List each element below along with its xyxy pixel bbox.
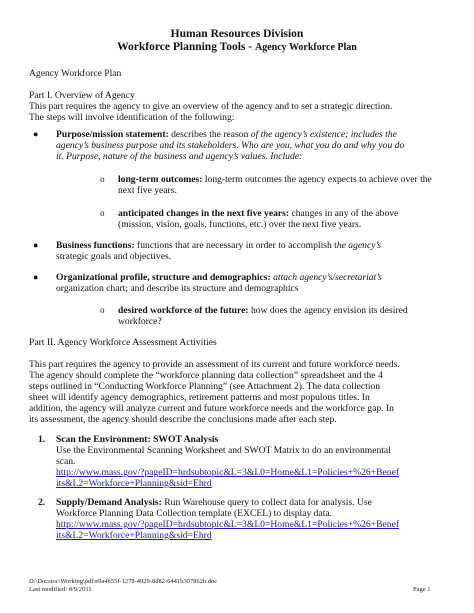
item2-number: 2. [38, 497, 46, 508]
item1-link-line2[interactable]: its&L2=Workforce+Planning&sid=Ehrd [56, 478, 212, 489]
sub2-label: anticipated changes in the next five years: [118, 208, 290, 219]
business-text: functions that are necessary in order to accomplish t [134, 240, 337, 251]
item1-link-line1[interactable]: http://www.mass.gov/?pageID=hrdsubtopic&L=3&L0=Home&L1=Policies+%26+Benef [56, 467, 400, 478]
item1-number: 1. [38, 434, 46, 445]
sub1-label: long-term outcomes: [118, 174, 203, 185]
purpose-italic-2: agency’s business purpose and its stakeholders. Who are you, what you do and why you do [56, 140, 405, 151]
bullet-icon: ● [33, 240, 39, 250]
purpose-line1 [56, 129, 397, 140]
footer-last-modified: Last modified: 8/9/2011 [29, 586, 92, 593]
part2-intro-3: steps outlined in “Conducting Workforce Planning” (see Attachment 2). The data collection [29, 381, 381, 392]
sub3-line1 [118, 305, 408, 316]
footer-page-number: Page 1 [413, 586, 431, 593]
doc-title: Agency Workforce Plan [29, 68, 122, 79]
header-division: Human Resources Division [170, 28, 304, 40]
sub3-text: how does the agency envision its desired [248, 305, 408, 316]
sub2-line2: (mission, vision, goals, functions, etc.) over the next five years. [118, 219, 362, 230]
part1-intro-2: The steps will involve identification of the following: [29, 112, 235, 123]
item1-line1: Use the Environmental Scanning Worksheet and SWOT Matrix to do an environmental [56, 445, 391, 456]
header-tools [0, 41, 474, 54]
header-tools-sub: Agency Workforce Plan [254, 42, 357, 53]
circle-bullet-icon: o [100, 174, 105, 184]
item2-label: Supply/Demand Analysis: [56, 497, 162, 508]
item1-label: Scan the Environment: SWOT Analysis [56, 434, 219, 445]
business-line2: strategic goals and objectives. [56, 251, 172, 262]
part2-heading: Part II. Agency Workforce Assessment Activities [29, 337, 217, 348]
sub3-label: desired workforce of the future: [118, 305, 249, 316]
sub1-line2: next five years. [118, 185, 177, 196]
purpose-text: describes the reason [168, 129, 251, 140]
footer-file-path: D:\Docstoc\Working\pdf\e9a4b55f-1278-4929-8d82-6441b307862b.doc [29, 578, 218, 585]
purpose-italic-3: it. Purpose, nature of the business and agency’s values. Include: [56, 151, 303, 162]
header-tools-main: Workforce Planning Tools - [117, 41, 255, 53]
part1-intro-1: This part requires the agency to give an overview of the agency and to set a strategic direction. [29, 101, 393, 112]
org-line2: organization chart; and describe its structure and demographics [56, 283, 299, 294]
purpose-label: Purpose/mission statement: [56, 129, 169, 140]
sub2-line1 [118, 208, 398, 219]
item2-link-line1[interactable]: http://www.mass.gov/?pageID=hrdsubtopic&L=3&L0=Home&L1=Policies+%26+Benef [56, 519, 400, 530]
org-line1 [56, 272, 382, 283]
part1-heading: Part I. Overview of Agency [29, 90, 135, 101]
part2-intro-2: The agency should complete the “workforce planning data collection” spreadsheet and the 4 [29, 370, 383, 381]
item1-line2: scan. [56, 456, 76, 467]
part2-intro-4: sheet will identify agency demographics, retirement patterns and most populous titles. In [29, 392, 370, 403]
business-line1 [56, 240, 381, 251]
item2-line1 [56, 497, 372, 508]
sub1-line1 [118, 174, 432, 185]
org-label: Organizational profile, structure and demographics: [56, 272, 271, 283]
item2-link-line2[interactable]: its&L2=Workforce+Planning&sid=Ehrd [56, 530, 212, 541]
purpose-italic-1: of the agency’s existence; includes the [250, 129, 397, 140]
business-label: Business functions: [56, 240, 135, 251]
circle-bullet-icon: o [100, 305, 105, 315]
org-italic: attach agency’s/secretariat’s [270, 272, 382, 283]
item2-line2: Workforce Planning Data Collection template (EXCEL) to display data. [56, 508, 333, 519]
bullet-icon: ● [33, 272, 39, 282]
item2-text: Run Warehouse query to collect data for analysis. Use [161, 497, 372, 508]
business-italic: he agency’s [336, 240, 382, 251]
circle-bullet-icon: o [100, 208, 105, 218]
part2-intro-5: addition, the agency will analyze current and future workforce needs and the workforce gap. In [29, 403, 394, 414]
sub3-line2: workforce? [118, 316, 162, 327]
sub2-text: changes in any of the above [289, 208, 399, 219]
part2-intro-6: its assessment, the agency should describe the conclusions made after each step. [29, 414, 337, 425]
bullet-icon: ● [33, 129, 39, 139]
sub1-text: long-term outcomes the agency expects to achieve over the [202, 174, 432, 185]
part2-intro-1: This part requires the agency to provide an assessment of its current and future workforce needs. [29, 359, 400, 370]
